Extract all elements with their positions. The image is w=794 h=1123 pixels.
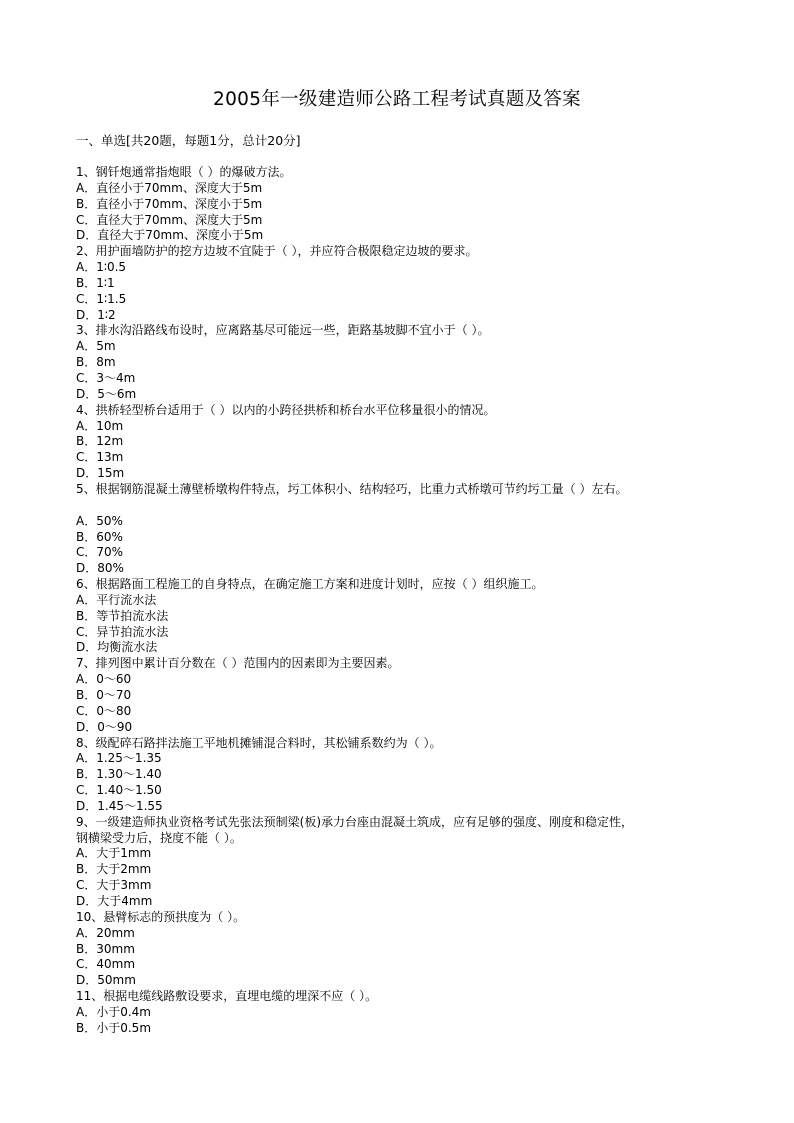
answer-option: A．大于1mm xyxy=(76,846,152,861)
answer-option: C．70% xyxy=(76,545,124,560)
question-stem: 10、悬臂标志的预拱度为（ ）。 xyxy=(76,909,246,924)
answer-option: A．10m xyxy=(76,418,124,433)
question-item xyxy=(76,656,766,735)
question-stem: 9、一级建造师执业资格考试先张法预制梁(板)承力台座由混凝土筑成，应有足够的强度、刚度和稳定性， xyxy=(76,814,634,829)
question-stem: 7、排列图中累计百分数在（ ）范围内的因素即为主要因素。 xyxy=(76,656,400,671)
answer-option: B．8m xyxy=(76,355,116,370)
question-item xyxy=(76,403,766,482)
answer-option: D．1∶2 xyxy=(76,307,116,322)
question-stem: 5、根据钢筋混凝土薄壁桥墩构件特点，圬工体积小、结构轻巧，比重力式桥墩可节约圬工量（ ）左右。 xyxy=(76,481,628,496)
question-item xyxy=(76,482,766,577)
answer-option: A．50% xyxy=(76,513,123,528)
answer-option: D．50mm xyxy=(76,973,136,988)
answer-option: C．13m xyxy=(76,450,124,465)
answer-option: A．0～60 xyxy=(76,672,132,687)
answer-option: B．30mm xyxy=(76,941,135,956)
answer-option: B．12m xyxy=(76,434,124,449)
answer-option: A．20mm xyxy=(76,925,135,940)
answer-option: B．大于2mm xyxy=(76,862,152,877)
answer-option: C．3～4m xyxy=(76,370,136,385)
question-item xyxy=(76,910,766,989)
answer-option: D．均衡流水法 xyxy=(76,640,158,655)
question-stem: 4、拱桥轻型桥台适用于（ ）以内的小跨径拱桥和桥台水平位移量很小的情况。 xyxy=(76,402,496,417)
question-item xyxy=(76,165,766,244)
question-stem: 8、级配碎石路拌法施工平地机摊铺混合料时，其松铺系数约为（ ）。 xyxy=(76,735,442,750)
answer-option: C．40mm xyxy=(76,957,136,972)
answer-option: A．直径小于70mm、深度大于5m xyxy=(76,180,263,195)
question-stem: 11、根据电缆线路敷设要求，直埋电缆的埋深不应（ ）。 xyxy=(76,989,378,1004)
answer-option: B．60% xyxy=(76,529,123,544)
question-stem: 2、用护面墙防护的挖方边坡不宜陡于（ ），并应符合极限稳定边坡的要求。 xyxy=(76,244,478,259)
answer-option: A．1.25～1.35 xyxy=(76,751,162,766)
spacer xyxy=(76,498,766,514)
question-item xyxy=(76,244,766,323)
answer-option: D．80% xyxy=(76,561,124,576)
question-stem: 1、钢钎炮通常指炮眼（ ）的爆破方法。 xyxy=(76,165,292,179)
answer-option: A．平行流水法 xyxy=(76,592,157,607)
answer-option: C．0～80 xyxy=(76,703,132,718)
question-list xyxy=(76,165,766,1037)
answer-option: D．大于4mm xyxy=(76,893,153,908)
answer-option: B．小于0.5m xyxy=(76,1020,152,1035)
answer-option: A．5m xyxy=(76,339,116,354)
question-item xyxy=(76,736,766,815)
question-item xyxy=(76,577,766,656)
answer-option: D．1.45～1.55 xyxy=(76,798,163,813)
answer-option: A．小于0.4m xyxy=(76,1004,151,1019)
question-stem: 6、根据路面工程施工的自身特点，在确定施工方案和进度计划时，应按（ ）组织施工。 xyxy=(76,577,544,592)
answer-option: B．1.30～1.40 xyxy=(76,767,162,782)
answer-option: D．直径大于70mm、深度小于5m xyxy=(76,228,264,243)
answer-option: D．15m xyxy=(76,466,125,481)
question-stem: 钢横梁受力后，挠度不能（ ）。 xyxy=(76,830,242,845)
answer-option: B．0～70 xyxy=(76,688,132,702)
question-item xyxy=(76,989,766,1037)
section-heading: 一、单选[共20题，每题1分，总计20分] xyxy=(76,133,301,148)
question-stem: 3、排水沟沿路线布设时，应离路基尽可能远一些，距路基坡脚不宜小于（ ）。 xyxy=(76,323,490,338)
answer-option: B．1∶1 xyxy=(76,275,115,290)
answer-option: C．1.40～1.50 xyxy=(76,783,162,798)
answer-option: D．0～90 xyxy=(76,719,133,734)
answer-option: C．直径大于70mm、深度大于5m xyxy=(76,212,263,227)
answer-option: C．异节拍流水法 xyxy=(76,624,169,639)
answer-option: B．等节拍流水法 xyxy=(76,608,169,623)
answer-option: B．直径小于70mm、深度小于5m xyxy=(76,196,263,211)
answer-option: D．5～6m xyxy=(76,386,137,401)
document-title: 2005年一级建造师公路工程考试真题及答案 xyxy=(213,89,581,110)
answer-option: A．1∶0.5 xyxy=(76,260,127,275)
question-item xyxy=(76,323,766,402)
answer-option: C．1∶1.5 xyxy=(76,291,127,306)
answer-option: C．大于3mm xyxy=(76,878,152,893)
question-item xyxy=(76,815,766,910)
